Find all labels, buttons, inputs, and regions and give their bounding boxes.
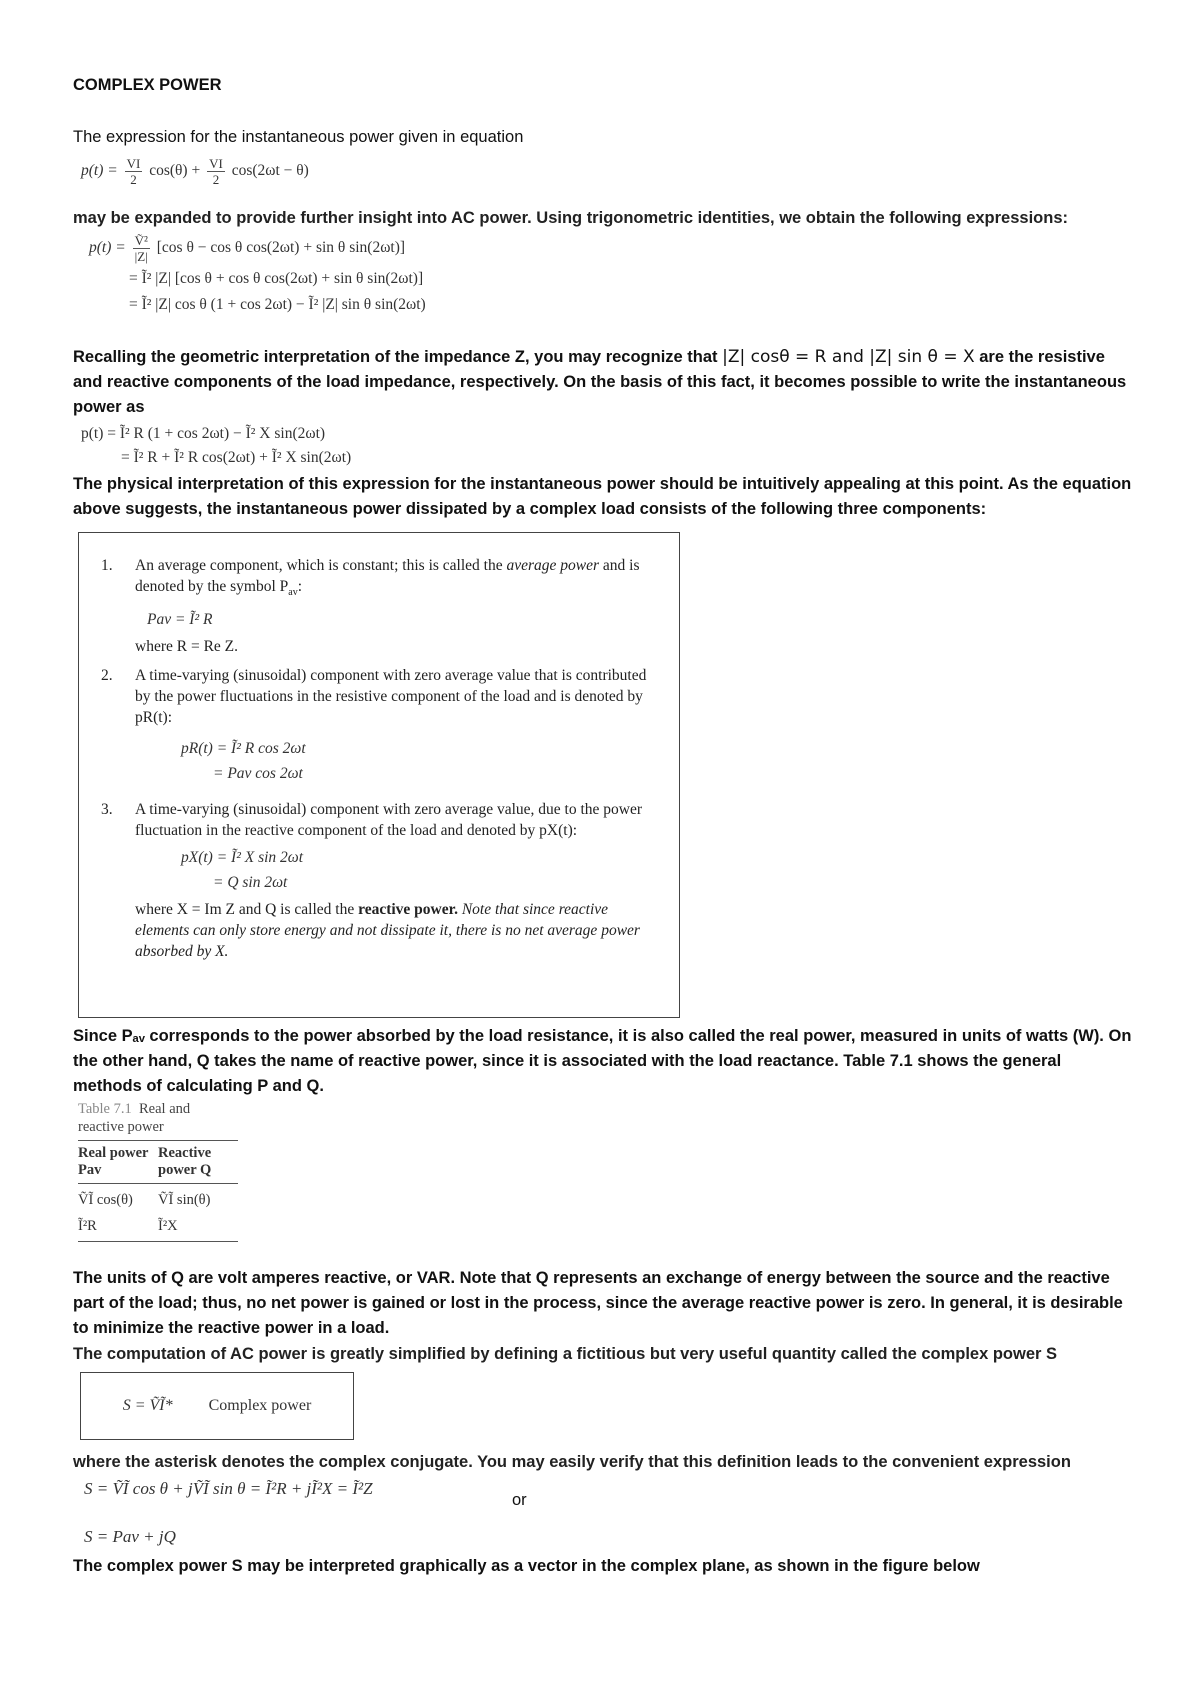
- complex-power-label: Complex power: [208, 1397, 312, 1414]
- graphical-interpretation-paragraph: The complex power S may be interpreted graphically as a vector in the complex plane, as shown in the figure below: [73, 1557, 980, 1575]
- eq1-lhs: p(t) =: [81, 162, 118, 180]
- intro-paragraph: The expression for the instantaneous power given in equation: [73, 128, 524, 146]
- reactive-power-note: where X = Im Z and Q is called the reactive power. Note that since reactive elements can only store energy and not dissipate it, there is no net average power absorbed by X.: [135, 901, 640, 960]
- complex-power-short: S = Pav + jQ: [84, 1527, 176, 1546]
- impedance-relation: |Z| cosθ = R and |Z| sin θ = X: [722, 347, 975, 367]
- real-power-paragraph: Since Pₐᵥ corresponds to the power absorbed by the load resistance, it is also called the real power, measured in units of watts (W). On the other hand, Q takes the name of reactive power, since it is associated with the load reactance. Table 7.1 shows the general methods of calculating P and Q.: [73, 1027, 1132, 1095]
- component-item-2: [101, 665, 661, 784]
- eq2-line-1: p(t) = $\frac{\text{Ṽ²}}{|Z|}$ [cos θ − cos θ cos(2ωt) + sin θ sin(2ωt)]: [89, 233, 406, 264]
- average-power-where: where R = Re Z.: [135, 638, 239, 656]
- eq1-fraction-1: $\frac{VI}{2}$: [126, 156, 141, 187]
- px-equation-1: pX(t) = Ĩ² X sin 2ωt: [181, 849, 304, 866]
- table-header-row: [78, 1141, 238, 1184]
- equation-instantaneous-power-rx: [81, 423, 351, 469]
- average-power-equation: Pav = Ĩ² R: [147, 611, 213, 629]
- header-reactive: Reactive power Q: [158, 1145, 212, 1178]
- eq2-line-3: = Ĩ² |Z| cos θ (1 + cos 2ωt) − Ĩ² |Z| sin θ sin(2ωt): [129, 296, 426, 313]
- header-real: Real power Pav: [78, 1145, 149, 1178]
- item-2-text: A time-varying (sinusoidal) component with zero average value that is contributed by the power fluctuations in the resistive component of the load and is denoted by pR(t):: [135, 667, 647, 726]
- eq1-term-2: cos(2ωt − θ): [231, 162, 309, 180]
- eq3-line-1: p(t) = Ĩ² R (1 + cos 2ωt) − Ĩ² X sin(2ωt): [81, 425, 326, 442]
- px-equation-2: = Q sin 2ωt: [213, 874, 288, 891]
- item-3-text: A time-varying (sinusoidal) component with zero average value, due to the power fluctuation in the reactive component of the load and denoted by pX(t):: [135, 801, 643, 839]
- table-caption: Table 7.1 Real and reactive power: [78, 1101, 191, 1135]
- expansion-paragraph: may be expanded to provide further insight into AC power. Using trigonometric identities, we obtain the following expressions:: [73, 209, 1068, 227]
- geometric-interpretation-paragraph: Recalling the geometric interpretation of the impedance Z, you may recognize that |Z| cosθ = R and |Z| sin θ = X are the resistive and reactive components of the load impedance, respectively. On the basis of this fact, it becomes possible to write the instantaneous power as: [73, 347, 1127, 416]
- item-number: 3.: [101, 801, 113, 818]
- complex-power-definition-paragraph: The computation of AC power is greatly simplified by defining a fictitious but very useful quantity called the complex power S: [73, 1345, 1058, 1363]
- or-text: or: [512, 1491, 527, 1509]
- eq1-term-1: cos(θ) +: [149, 162, 201, 180]
- equation-expanded-power: [89, 233, 426, 316]
- complex-power-box: [80, 1372, 354, 1440]
- table-row: ṼĨ cos(θ) ṼĨ sin(θ): [78, 1192, 211, 1208]
- pr-equation-1: pR(t) = Ĩ² R cos 2ωt: [181, 740, 306, 757]
- physical-interpretation-paragraph: The physical interpretation of this expression for the instantaneous power should be intuitively appealing at this point. As the equation above suggests, the instantaneous power dissipated by a complex load consists of the following three components:: [73, 475, 1132, 518]
- table-row: Ĩ²R Ĩ²X: [78, 1210, 238, 1242]
- power-components-box: [78, 532, 680, 1018]
- item-number: 1.: [101, 557, 113, 574]
- conjugate-paragraph: where the asterisk denotes the complex conjugate. You may easily verify that this definition leads to the convenient expression: [73, 1453, 1071, 1471]
- real-reactive-table: [78, 1141, 238, 1242]
- component-item-3: [101, 799, 661, 962]
- eq1-fraction-2: $\frac{VI}{2}$: [209, 156, 223, 187]
- page-title: COMPLEX POWER: [73, 76, 222, 94]
- component-item-1: 1. An average component, which is constant; this is called the average power and is denoted by the symbol $P_{av}$: Pav = Ĩ² R where R = Re Z.: [101, 555, 661, 657]
- pr-equation-2: = Pav cos 2ωt: [213, 765, 303, 782]
- var-units-paragraph: The units of Q are volt amperes reactive, or VAR. Note that Q represents an exchange of energy between the source and the reactive part of the load; thus, no net power is gained or lost in the process, since the average reactive power is zero. In general, it is desirable to minimize the reactive power in a load.: [73, 1269, 1123, 1337]
- equation-instantaneous-power: [81, 156, 309, 187]
- eq3-line-2: = Ĩ² R + Ĩ² R cos(2ωt) + Ĩ² X sin(2ωt): [121, 449, 352, 466]
- complex-power-expansion: S = ṼĨ cos θ + jṼĨ sin θ = Ĩ²R + jĨ²X = Ĩ²Z: [84, 1479, 373, 1498]
- complex-power-equation: S = ṼĨ*: [122, 1397, 173, 1414]
- eq2-line-2: = Ĩ² |Z| [cos θ + cos θ cos(2ωt) + sin θ sin(2ωt)]: [129, 270, 424, 287]
- table-7-1: [78, 1100, 238, 1242]
- item-number: 2.: [101, 667, 113, 684]
